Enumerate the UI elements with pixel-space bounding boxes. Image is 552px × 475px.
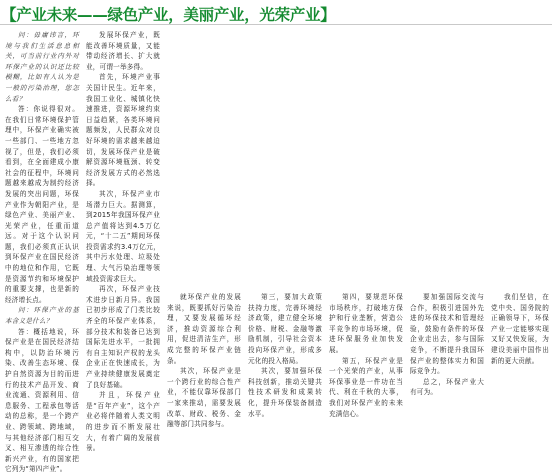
article-column-7 [491, 292, 549, 396]
interview-answer: 要加强国际交流与合作，积极引进国外先进的环保技术和管理经验，鼓励有条件的环保企业走出去，参与国际竞争，不断提升我国环保产业的整体实力和国际竞争力。 [410, 293, 484, 376]
interview-answer: 就环保产业的发展来说，既要抓好污染治理，又要发展循环经济，推动资源综合利用，促进清洁生产，形成完整的环保产业链条。 [167, 293, 241, 365]
interview-answer: 其次，要加强环保科技创新，推动关键共性技术研发和成果转化，提升环保装备制造水平。 [248, 367, 322, 418]
interview-answer: 总之，环保产业大有可为。 [410, 377, 484, 397]
interview-answer: 其次，环保产业市场潜力巨大。据测算，到2015年我国环保产业总产值将达到4.5万亿元，“十二五”期间环保投资需求约3.4万亿元，其中污水处理、垃圾处理、大气污染治理等领域投资需求巨大。 [86, 189, 160, 283]
interview-answer: 答：概括地说，环保产业是在国民经济结构中，以防治环境污染、改善生态环境、保护自然资源为目的而进行的技术产品开发、商业流通、资源利用、信息服务、工程承包等活动的总称，是一个跨产业、跨领域、跨地域，与其他经济部门相互交叉、相互渗透的综合性新兴产业，有的国家把它列为“第四产业”。 [5, 327, 79, 474]
headline-divider [0, 24, 552, 25]
interview-answer: 再次，环保产业技术进步日新月异。我国已初步形成了门类比较齐全的环保产业体系，部分技术和装备已达到国际先进水平，一批拥有自主知识产权的龙头企业正在快速成长，为产业持续健康发展奠定了良好基础。 [86, 285, 160, 389]
interview-question: 问：环保产业的基本含义是什么？ [5, 306, 79, 326]
interview-answer: 第四，要规范环保市场秩序，打破地方保护和行业垄断，营造公平竞争的市场环境，促进环保服务业加快发展。 [329, 293, 403, 354]
interview-answer: 发展环保产业，既能改善环境质量，又能带动经济增长、扩大就业，可谓一举多得。 [86, 31, 160, 71]
article-column-6 [410, 292, 484, 396]
interview-question: 问：毋庸讳言，环境与我们生活息息相关，可当前行业内外对环保产业的认识还比较模糊，比如有人认为是一般的污染治理，您怎么看？ [5, 31, 79, 103]
interview-answer: 其次，环保产业是一个跨行业的综合性产业，不能仅靠环保部门一家来推动，需要发展改革、财政、税务、金融等部门共同参与。 [167, 367, 241, 429]
interview-answer: 我们坚信，在党中央、国务院的正确领导下，环保产业一定能够实现又好又快发展，为建设美丽中国作出新的更大贡献。 [491, 293, 549, 365]
interview-answer: 答：你说得很对。在我们日常环境保护管理中，环保产业确实被一些部门、一些地方忽视了，但是，我们必须看到，在全面建成小康社会的征程中，环境问题越来越成为制约经济发展的突出问题，环保产业作为朝阳产业，是绿色产业、美丽产业、光荣产业，任重而道远。对于这个认识问题，我们必须真正认识到环保产业在国民经济中的地位和作用，它既是资源节约和环境保护的重要支撑，也是新的经济增长点。 [5, 105, 79, 304]
article-headline: 【产业未来——绿色产业，美丽产业，光荣产业】 [1, 6, 336, 24]
interview-answer: 第三，要加大政策扶持力度，完善环境经济政策，建立健全环境价格、财税、金融等激励机制，引导社会资本投向环保产业，形成多元化的投入格局。 [248, 293, 322, 365]
article-column-2 [86, 30, 160, 453]
article-column-5 [329, 292, 403, 418]
article-column-1 [5, 30, 79, 474]
interview-answer: 首先，环境产业事关国计民生。近年来，我国工业化、城镇化快速推进，资源环境约束日益趋紧，各类环境问题频发，人民群众对良好环境的需求越来越迫切，发展环保产业是破解资源环境瓶颈、转变经济发展方式的必然选择。 [86, 73, 160, 188]
article-column-4 [248, 292, 322, 418]
interview-answer: 并且，环保产业是“百年产业”，这个产业必将伴随着人类文明的进步而不断发展壮大，有着广阔的发展前景。 [86, 391, 160, 453]
article-column-3 [167, 292, 241, 429]
interview-answer: 第五，环保产业是一个光荣的产业，从事环保事业是一件功在当代、利在千秋的大事，我们对环保产业的未来充满信心。 [329, 356, 403, 418]
